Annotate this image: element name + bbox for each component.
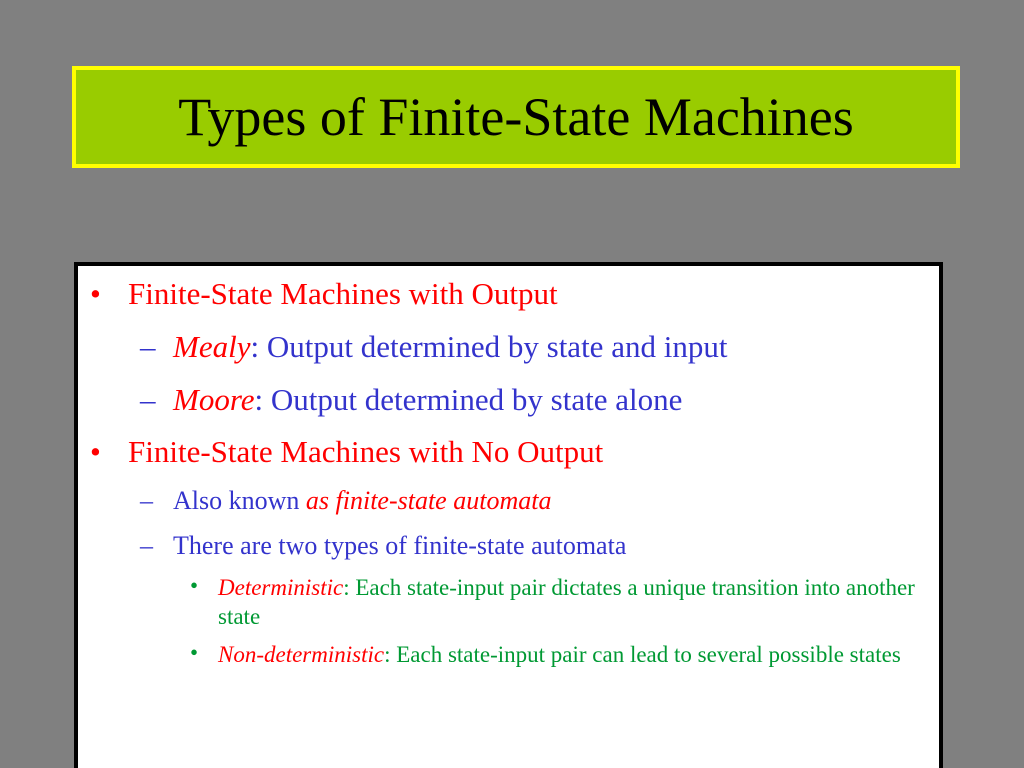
bullet-marker: • [190, 573, 199, 598]
also-known-text: Also known [173, 486, 306, 515]
dash-marker: – [140, 486, 153, 515]
moore-definition: : Output determined by state alone [254, 382, 683, 417]
slide-title: Types of Finite-State Machines [178, 87, 854, 147]
bullet-text: There are two types of finite-state automata [173, 531, 627, 560]
bullet-text [173, 382, 682, 418]
bullet-text [218, 640, 908, 669]
bullet-marker: • [90, 434, 101, 469]
dash-marker: – [140, 382, 156, 417]
term-deterministic: Deterministic [218, 575, 344, 600]
bullet-marker: • [190, 640, 199, 665]
deterministic-definition: : Each state-input pair dictates a unique transition into another state [218, 575, 915, 629]
term-moore: Moore [173, 382, 255, 417]
non-deterministic-definition: : Each state-input pair can lead to several possible states [384, 642, 901, 667]
bullet-marker: • [90, 276, 101, 311]
bullet-text: Finite-State Machines with Output [128, 276, 558, 311]
content-box [74, 262, 943, 768]
bullet-non-deterministic [190, 640, 940, 700]
bullet-text [173, 329, 727, 365]
dash-marker: – [140, 329, 156, 364]
bullet-text [173, 486, 551, 516]
term-fsa: as finite-state automata [305, 486, 552, 515]
title-box [72, 66, 960, 168]
bullet-text: Finite-State Machines with No Output [128, 434, 604, 469]
bullet-text [218, 573, 943, 631]
term-non-deterministic: Non-deterministic [218, 642, 385, 667]
dash-marker: – [140, 531, 153, 560]
term-mealy: Mealy [173, 329, 251, 364]
bullet-deterministic [190, 573, 940, 633]
mealy-definition: : Output determined by state and input [250, 329, 728, 364]
